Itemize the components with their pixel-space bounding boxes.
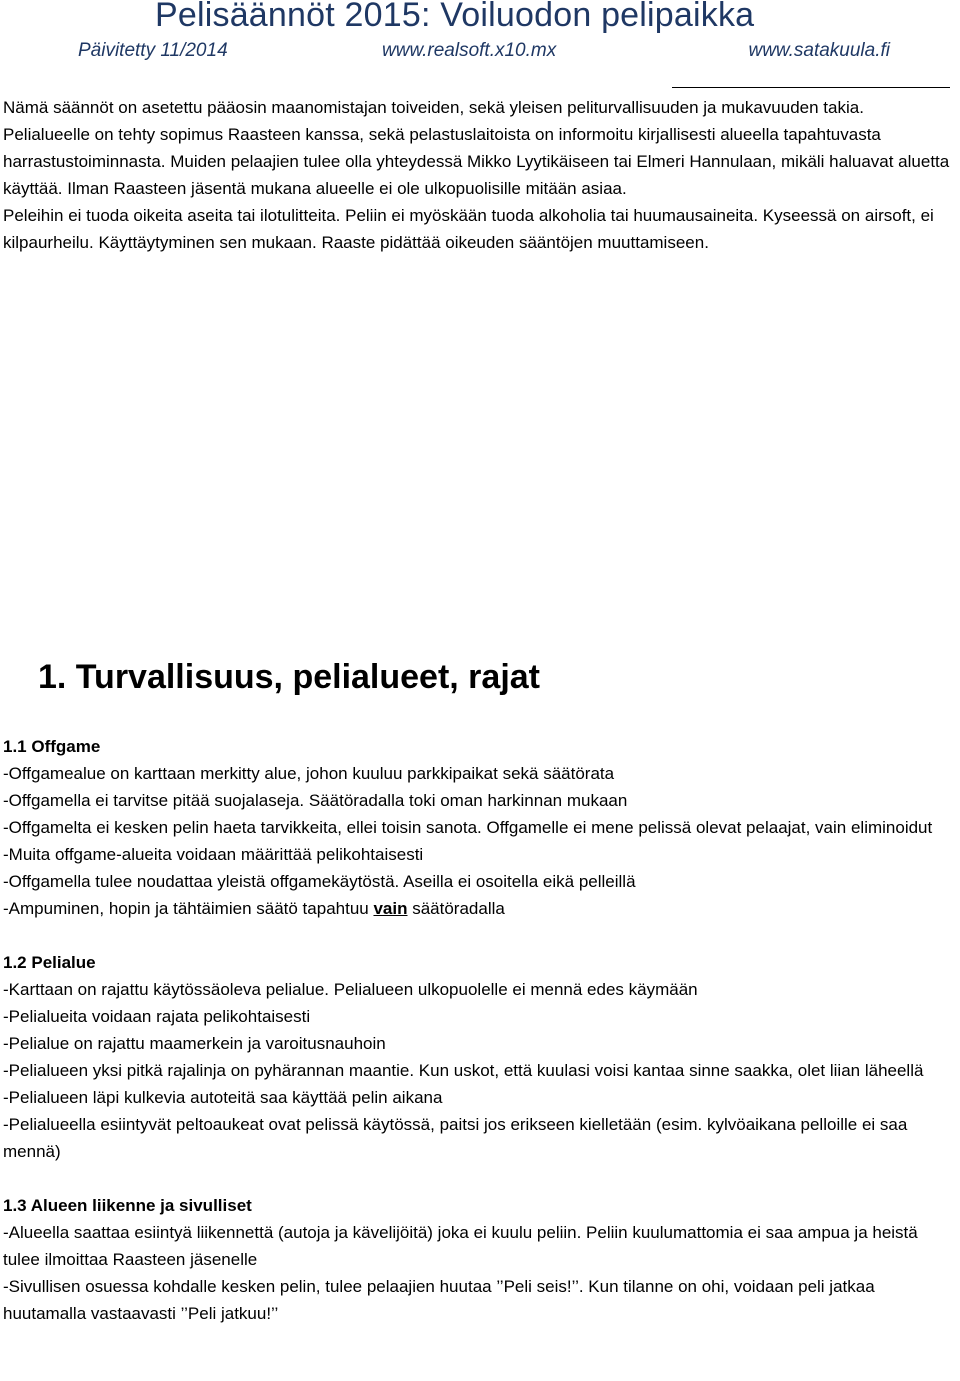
spacer [3,1165,958,1192]
list-item: -Muita offgame-alueita voidaan määrittää pelikohtaisesti [3,845,424,864]
list-item: -Sivullisen osuessa kohdalle kesken pelin, tulee pelaajien huutaa ’’Peli seis!’’. Kun tilanne on ohi, voidaan peli jatkaa huutamalla vastaavasti ’’Peli jatkuu!’’ [3,1277,875,1323]
list-item: -Pelialueita voidaan rajata pelikohtaisesti [3,1007,311,1026]
intro-paragraph-1: Nämä säännöt on asetettu pääosin maanomistajan toiveiden, sekä yleisen peliturvallisuuden ja mukavuuden takia. Pelialueelle on tehty sopimus Raasteen kanssa, sekä pelastuslaitoista on informoitu kirjallisesti alueella tapahtuvasta harrastustoiminnasta. Muiden pelaajien tulee olla yhteydessä Mikko Lyytikäiseen tai Elmeri Hannulaan, mikäli haluavat aluetta käyttää. Ilman Raasteen jäsentä mukana alueelle ei ole ulkopuolisille mitään asiaa. [3,98,950,198]
intro-section [3,94,953,256]
list-item: -Karttaan on rajattu käytössäoleva pelialue. Pelialueen ulkopuolelle ei mennä edes käymään [3,980,698,999]
list-item-text: -Ampuminen, hopin ja tähtäimien säätö tapahtuu [3,899,374,918]
subsection-title-liikenne: 1.3 Alueen liikenne ja sivulliset [3,1196,252,1215]
emphasis-underlined: vain [373,899,408,918]
list-item: -Pelialueella esiintyvät peltoaukeat ovat pelissä käytössä, paitsi jos erikseen kielletään (esim. kylvöaikana pelloille ei saa mennä) [3,1115,908,1161]
list-item: -Pelialueen yksi pitkä rajalinja on pyhärannan maantie. Kun uskot, että kuulasi voisi kantaa sinne saakka, olet liian läheellä [3,1061,924,1080]
list-item [3,895,958,922]
website-link-satakuula[interactable]: www.satakuula.fi [748,40,890,61]
document-title: Pelisäännöt 2015: Voiluodon pelipaikka [155,0,755,34]
header-divider [672,87,950,88]
list-item-text: säätöradalla [407,899,505,918]
list-item: -Offgamella ei tarvitse pitää suojalaseja. Säätöradalla toki oman harkinnan mukaan [3,791,628,810]
list-item: -Offgamelta ei kesken pelin haeta tarvikkeita, ellei toisin sanota. Offgamelle ei mene pelissä olevat pelaajat, vain eliminoidut [3,818,933,837]
website-link-realsoft[interactable]: www.realsoft.x10.mx [382,40,557,61]
intro-paragraph-2: Peleihin ei tuoda oikeita aseita tai ilotulitteita. Peliin ei myöskään tuoda alkoholia tai huumausaineita. Kyseessä on airsoft, ei kilpaurheilu. Käyttäytyminen sen mukaan. Raaste pidättää oikeuden sääntöjen muuttamiseen. [3,206,934,252]
list-item: -Pelialueen läpi kulkevia autoteitä saa käyttää pelin aikana [3,1088,443,1107]
list-item: -Offgamella tulee noudattaa yleistä offgamekäytöstä. Aseilla ei osoitella eikä pelleillä [3,872,636,891]
subsection-title-pelialue: 1.2 Pelialue [3,953,96,972]
spacer [3,922,958,949]
list-item: -Alueella saattaa esiintyä liikennettä (autoja ja kävelijöitä) joka ei kuulu peliin. Peliin kuulumattomia ei saa ampua ja heistä tulee ilmoittaa Raasteen jäsenelle [3,1223,918,1269]
updated-date: Päivitetty 11/2014 [78,40,228,61]
section-heading: 1. Turvallisuus, pelialueet, rajat [38,658,540,696]
header-info-row [78,40,890,66]
subsection-title-offgame: 1.1 Offgame [3,737,101,756]
section-content [3,733,958,1327]
list-item: -Pelialue on rajattu maamerkein ja varoitusnauhoin [3,1034,386,1053]
list-item: -Offgamealue on karttaan merkitty alue, johon kuuluu parkkipaikat sekä säätörata [3,764,615,783]
